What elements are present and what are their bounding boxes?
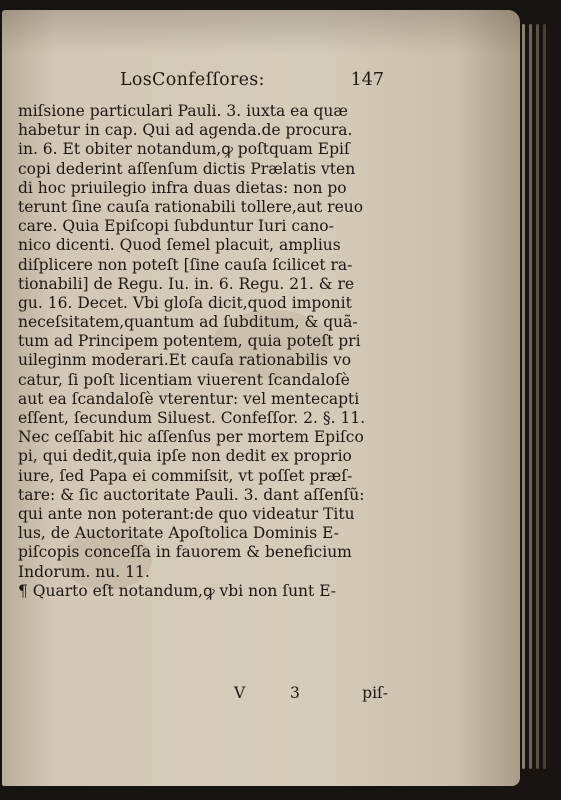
- text-line: miſsione particulari Pauli. 3. iuxta ea quæ: [18, 102, 348, 120]
- text-line: in. 6. Et obiter notandum,ꝙ poſtquam Epiſ: [18, 140, 350, 159]
- page-edge: [522, 24, 525, 769]
- page-number: 147: [350, 70, 384, 90]
- text-line: copi dederint aſſenſum dictis Prælatis vten: [18, 159, 356, 178]
- text-line: qui ante non poterant:de quo videatur Titu: [18, 504, 355, 523]
- body-text: [18, 102, 393, 601]
- text-line: nico dicenti. Quod ſemel placuit, amplius: [18, 236, 341, 255]
- text-line: lus, de Auctoritate Apoſtolica Dominis E-: [18, 524, 339, 543]
- text-line: catur, ſi poſt licentiam viuerent ſcandaloſè: [18, 370, 350, 389]
- running-head-title: LosConfeſſores:: [120, 70, 265, 90]
- text-line: uileginm moderari.Et cauſa rationabilis vo: [18, 351, 352, 370]
- text-line: iure, ſed Papa ei commiſsit, vt poſſet præſ-: [18, 466, 353, 485]
- text-line: gu. 16. Decet. Vbi gloſa dicit,quod imponit: [18, 293, 352, 312]
- page-edge: [536, 24, 539, 769]
- book-page: [2, 10, 520, 786]
- text-line: pi, qui dedit,quia ipſe non dedit ex proprio: [18, 447, 352, 466]
- text-line: terunt ſine cauſa rationabili tollere,aut reuo: [18, 197, 364, 216]
- text-line: habetur in cap. Qui ad agenda.de procura.: [18, 121, 353, 140]
- text-line: piſcopis conceſſa in fauorem & beneficium: [18, 543, 352, 562]
- text-line: eſſent, ſecundum Siluest. Confeſſor. 2. §. 11.: [18, 409, 366, 427]
- page-footer: [18, 684, 388, 706]
- text-line: tare: & ſic auctoritate Pauli. 3. dant aſſenſũ:: [18, 485, 365, 504]
- page-edge: [543, 24, 546, 769]
- page-shadow: [2, 10, 520, 54]
- running-head: [120, 70, 384, 92]
- text-line: Indorum. nu. 11.: [18, 562, 150, 581]
- signature-mark: V: [234, 684, 246, 702]
- catchword: piſ-: [362, 684, 388, 702]
- page-edge: [529, 24, 532, 769]
- text-line: Nec ceſſabit hic aſſenſus per mortem Epiſco: [18, 428, 364, 447]
- text-line: ¶ Quarto eſt notandum,ꝙ vbi non ſunt E-: [18, 581, 337, 600]
- text-line: aut ea ſcandaloſè vterentur: vel mentecapti: [18, 389, 360, 408]
- text-line: neceſsitatem,quantum ad ſubditum, & quã-: [18, 313, 358, 332]
- text-line: di hoc priuilegio infra duas dietas: non po: [18, 178, 347, 197]
- text-line: diſplicere non poteſt [ſine cauſa ſcilicet ra-: [18, 255, 353, 274]
- text-line: care. Quia Epiſcopi ſubduntur Iuri cano-: [18, 217, 334, 236]
- text-line: tum ad Principem potentem, quia poteſt pri: [18, 332, 361, 351]
- text-line: tionabili] de Regu. Iu. in. 6. Regu. 21. & re: [18, 274, 355, 293]
- signature-number: 3: [290, 684, 300, 702]
